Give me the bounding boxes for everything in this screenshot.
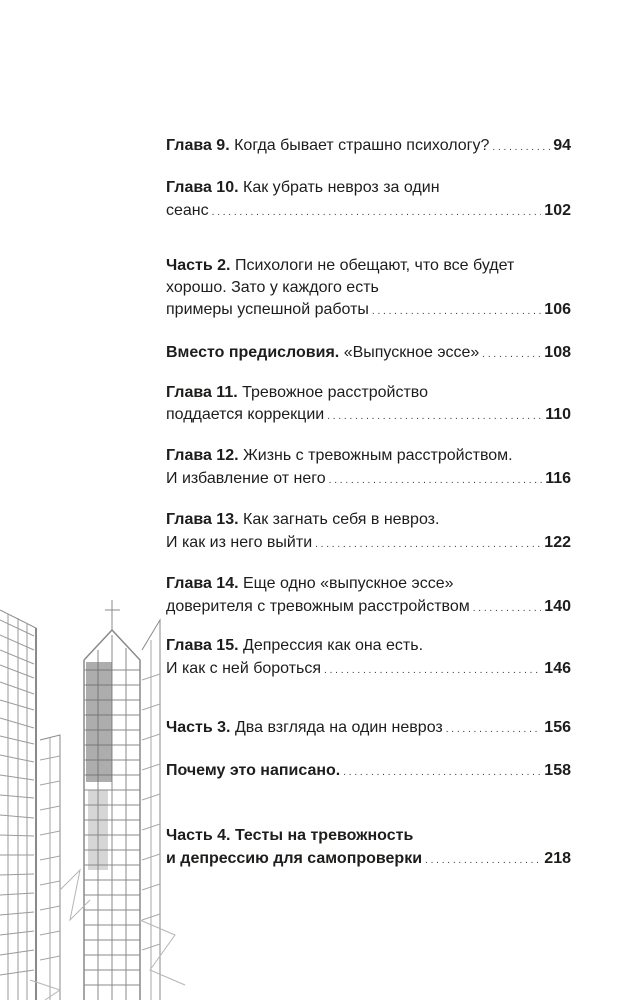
toc-entry-why-written[interactable]: [166, 761, 571, 783]
chapter-label: Глава 14.: [166, 575, 239, 592]
chapter-title-line: сеанс: [166, 202, 209, 219]
toc-entry-chapter-10-line-1[interactable]: [166, 178, 571, 198]
page-number: 94: [553, 137, 571, 154]
chapter-title-line: И как из него выйти: [166, 534, 313, 551]
chapter-title-line: Жизнь с тревожным расстройством.: [243, 447, 513, 464]
chapter-title-line: Еще одно «выпускное эссе»: [243, 575, 454, 592]
toc-entry-chapter-10-line-2[interactable]: [166, 201, 571, 223]
page-number: 146: [544, 660, 571, 677]
toc-entry-chapter-11-line-1[interactable]: [166, 383, 571, 403]
toc-entry-preface[interactable]: [166, 343, 571, 365]
toc-entry-part-4-line-2[interactable]: [166, 849, 571, 871]
chapter-title-line: И как с ней бороться: [166, 660, 322, 677]
toc-entry-chapter-13-line-1[interactable]: [166, 510, 571, 530]
toc-entry-part-4-line-1[interactable]: [166, 826, 571, 846]
part-title-line: примеры успешной работы: [166, 301, 369, 318]
leader-dots: [372, 300, 541, 322]
chapter-label: Глава 9.: [166, 137, 230, 154]
chapter-label: Глава 10.: [166, 179, 239, 196]
toc-entry-chapter-15-line-2[interactable]: [166, 659, 571, 681]
leader-dots: [212, 201, 542, 223]
page-number: 102: [544, 202, 571, 219]
chapter-title: Когда бывает страшно психологу?: [234, 137, 490, 154]
section-label: Вместо предисловия.: [166, 344, 340, 361]
toc-text: [166, 343, 479, 363]
leader-dots: [343, 761, 541, 783]
page-number: 108: [544, 344, 571, 361]
chapter-title-line: Как загнать себя в невроз.: [243, 511, 440, 528]
toc-entry-chapter-14-line-2[interactable]: [166, 597, 571, 619]
toc-entry-part-2-line-1[interactable]: [166, 256, 571, 276]
toc-entry-chapter-12-line-1[interactable]: [166, 446, 571, 466]
page-number: 116: [545, 470, 571, 487]
chapter-label: Глава 13.: [166, 511, 239, 528]
page-number: 110: [545, 406, 571, 423]
toc-entry-chapter-12-line-2[interactable]: [166, 469, 571, 491]
toc-entry-chapter-9[interactable]: [166, 136, 571, 158]
chapter-title-line: И избавление от него: [166, 470, 326, 487]
chapter-title-line: поддается коррекции: [166, 406, 325, 423]
section-title: «Выпускное эссе»: [343, 344, 480, 361]
part-title: Два взгляда на один невроз: [234, 719, 443, 736]
chapter-label: Глава 12.: [166, 447, 239, 464]
page-number: 140: [544, 598, 571, 615]
leader-dots: [482, 343, 541, 365]
page-number: 218: [544, 850, 571, 867]
chapter-title-line: Как убрать невроз за один: [243, 179, 440, 196]
page-number: 106: [544, 301, 571, 318]
leader-dots: [425, 849, 541, 871]
chapter-title-line: Депрессия как она есть.: [243, 637, 424, 654]
part-title-line: Психологи не обещают, что все будет: [234, 257, 515, 274]
page-number: 156: [544, 719, 571, 736]
part-label: Часть 2.: [166, 257, 231, 274]
part-title-line: Часть 4. Тесты на тревожность: [166, 827, 414, 844]
chapter-title-line: Тревожное расстройство: [242, 384, 429, 401]
chapter-label: Глава 11.: [166, 384, 238, 401]
toc-entry-chapter-13-line-2[interactable]: [166, 533, 571, 555]
toc-entry-chapter-15-line-1[interactable]: [166, 636, 571, 656]
page-number: 122: [544, 534, 571, 551]
toc-entry-chapter-14-line-1[interactable]: [166, 574, 571, 594]
part-title-line: и депрессию для самопроверки: [166, 850, 423, 867]
leader-dots: [315, 533, 541, 555]
toc-text: [166, 718, 443, 738]
leader-dots: [446, 718, 542, 740]
leader-dots: [324, 659, 541, 681]
page-number: 158: [544, 762, 571, 779]
section-label: Почему это написано.: [166, 762, 341, 779]
toc-text: [166, 136, 489, 156]
leader-dots: [329, 469, 543, 491]
chapter-title-line: доверителя с тревожным расстройством: [166, 598, 470, 615]
part-label: Часть 3.: [166, 719, 231, 736]
toc-entry-part-2-line-3[interactable]: [166, 300, 571, 322]
toc-entry-part-2-line-2[interactable]: [166, 278, 571, 298]
toc-entry-chapter-11-line-2[interactable]: [166, 405, 571, 427]
leader-dots: [492, 136, 550, 158]
part-title-line: хорошо. Зато у каждого есть: [166, 279, 379, 296]
leader-dots: [473, 597, 542, 619]
toc-entry-part-3[interactable]: [166, 718, 571, 740]
chapter-label: Глава 15.: [166, 637, 239, 654]
leader-dots: [327, 405, 542, 427]
